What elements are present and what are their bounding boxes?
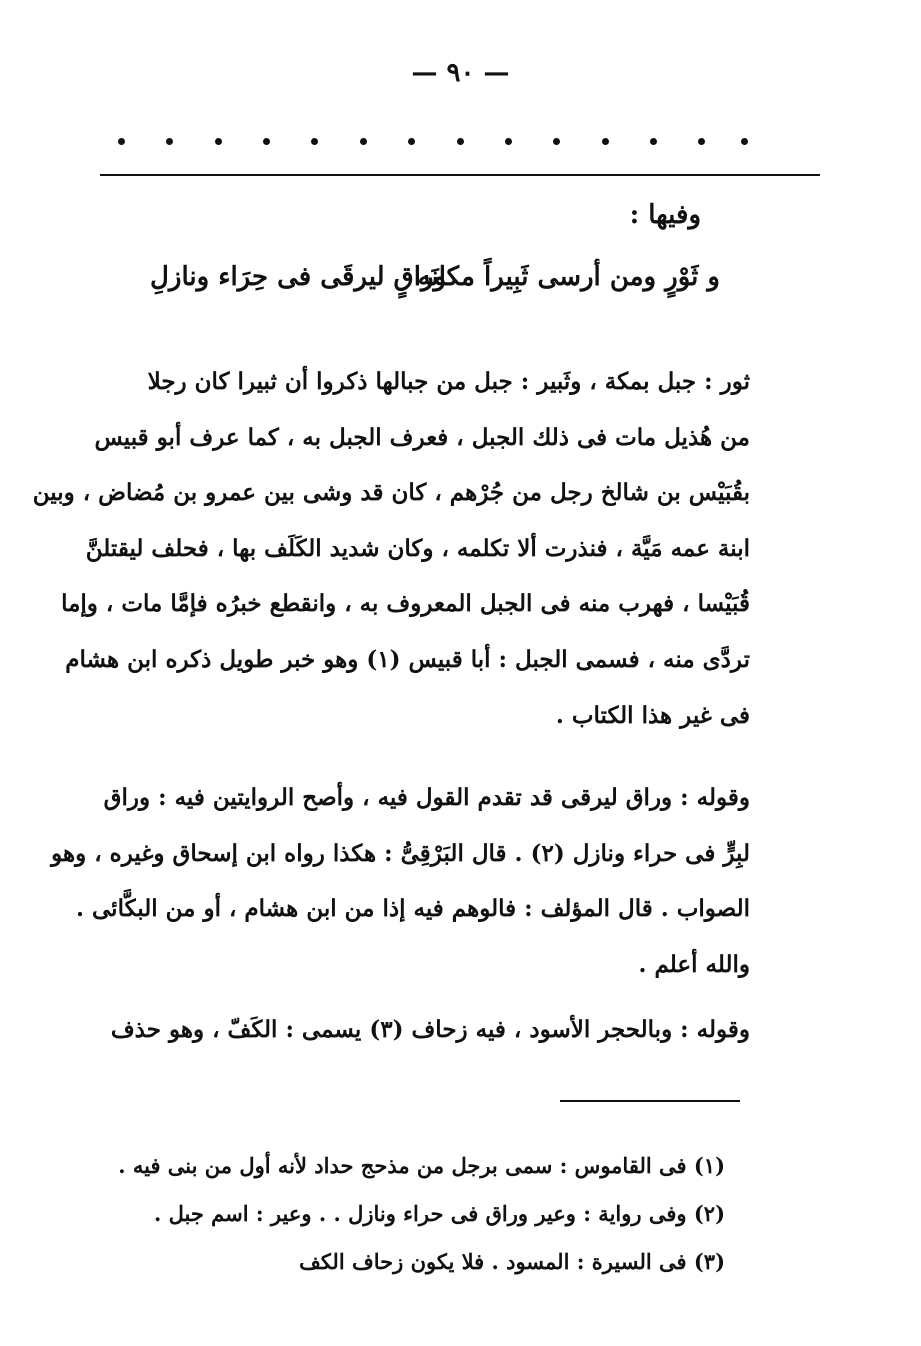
ornament-dot	[311, 138, 318, 145]
ornament-dot	[602, 138, 609, 145]
ornament-dot	[118, 138, 125, 145]
ornament-dot	[408, 138, 415, 145]
ornament-dot	[741, 138, 748, 145]
ornament-dot	[698, 138, 705, 145]
verse-first-hemistich: و ثَوْرٍ ومن أرسى ثَبِيراً مكانَه	[417, 262, 720, 292]
ornament-dot	[457, 138, 464, 145]
text-line: وقوله : وبالحجر الأسود ، فيه زحاف (٣) يسمى : الكَفّ ، وهو حذف	[110, 1016, 750, 1043]
text-line: قُبَيْسا ، فهرب منه فى الجبل المعروف به ، وانقطع خبرُه فإمَّا مات ، وإما	[61, 590, 750, 618]
footnote: (١) فى القاموس : سمى برجل من مذحج حداد لأنه أول من بنى فيه .	[118, 1153, 725, 1178]
text-line: لبِرٍّ فى حراء ونازل (٢) . قال البَرْقِىُّ : هكذا رواه ابن إسحاق وغيره ، وهو	[51, 839, 750, 867]
ornament-dot	[553, 138, 560, 145]
ornament-dot	[215, 138, 222, 145]
ornament-dot	[650, 138, 657, 145]
commentary-paragraph	[110, 1002, 750, 1058]
text-line: فى غير هذا الكتاب .	[555, 701, 750, 729]
text-line: الصواب . قال المؤلف : فالوهم فيه إذا من ابن هشام ، أو من البكَّائى .	[76, 895, 750, 923]
text-line: ابنة عمه مَيَّة ، فنذرت ألا تكلمه ، وكان شديد الكَلَف بها ، فحلف ليقتلنَّ	[85, 534, 750, 562]
footnote: (٣) فى السيرة : المسود . فلا يكون زحاف الكف	[299, 1249, 725, 1274]
text-line: والله أعلم .	[638, 950, 750, 978]
header-rule	[100, 174, 820, 176]
commentary-paragraph	[32, 354, 750, 743]
verse-second-hemistich: وراقٍ ليرقَى فى حِرَاء ونازلِ	[150, 262, 447, 292]
text-line: ثور : جبل بمكة ، وثَبير : جبل من جبالها ذكروا أن ثبيرا كان رجلا	[147, 368, 750, 395]
dot-ornament-row	[118, 128, 748, 158]
footnotes	[118, 1142, 725, 1286]
footnote-rule	[560, 1100, 740, 1102]
footnote: (٢) وفى رواية : وعير وراق فى حراء ونازل . . وعير : اسم جبل .	[154, 1201, 725, 1226]
ornament-dot	[505, 138, 512, 145]
poem-verse	[150, 262, 720, 302]
text-line: من هُذيل مات فى ذلك الجبل ، فعرف الجبل به ، كما عرف أبو قبيس	[94, 423, 750, 451]
text-line: بقُبَيْس بن شالخ رجل من جُرْهم ، كان قد وشى بين عمرو بن مُضاض ، وبين	[32, 479, 750, 507]
text-line: وقوله : وراق ليرقى قد تقدم القول فيه ، وأصح الروايتين فيه : وراق	[103, 784, 750, 811]
text-line: تردَّى منه ، فسمى الجبل : أبا قبيس (١) وهو خبر طويل ذكره ابن هشام	[65, 645, 750, 673]
commentary-paragraph	[51, 770, 750, 992]
page-number: — ٩٠ —	[411, 58, 510, 88]
verse-intro: وفيها :	[629, 200, 701, 230]
ornament-dot	[166, 138, 173, 145]
ornament-dot	[263, 138, 270, 145]
ornament-dot	[360, 138, 367, 145]
